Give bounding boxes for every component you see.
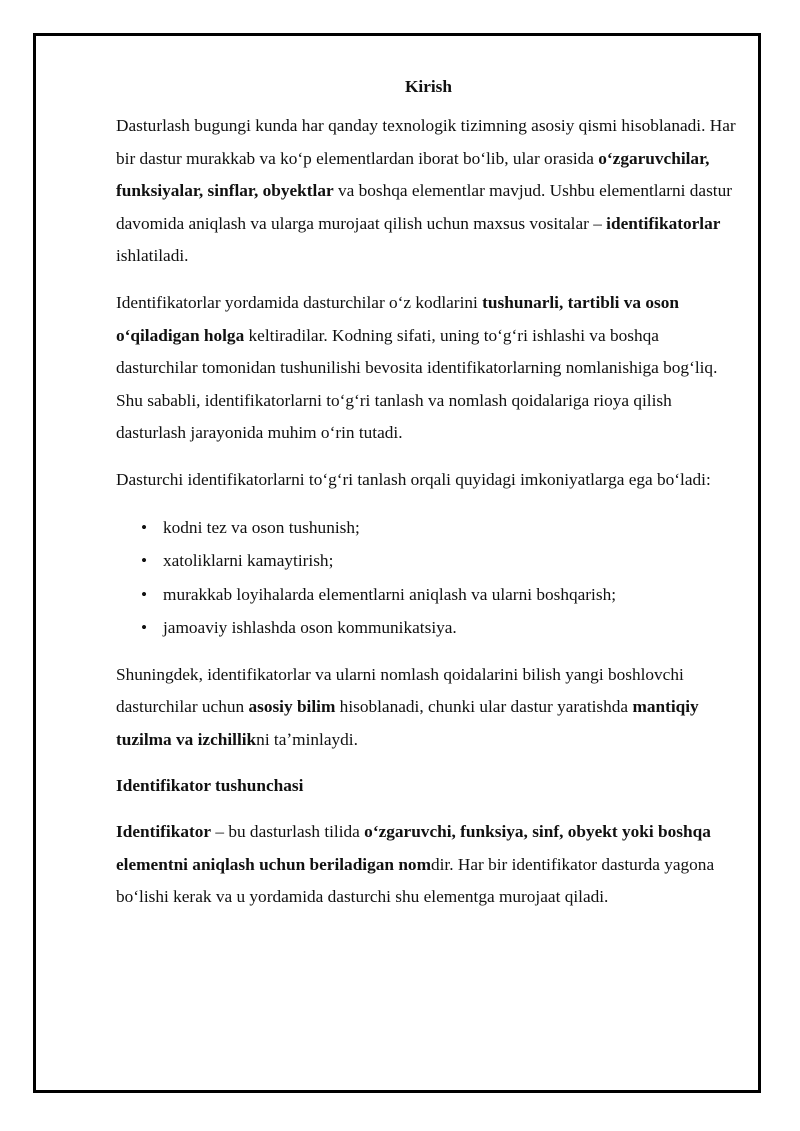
bullet-icon: • [141,517,148,537]
text-run: ni taʼminlaydi. [256,729,358,749]
benefits-list [116,511,741,645]
list-item [116,578,741,612]
text-run: hisoblanadi, chunki ular dastur yaratishda [335,697,633,717]
text-run: ishlatiladi. [116,246,189,266]
list-item [116,511,741,545]
paragraph-intro [116,110,741,273]
text-run: dir. Har bir identifikator dasturda yagona boʻlishi kerak va u yordamida dasturchi shu elementga murojaat qiladi. [116,854,715,907]
text-run: – bu dasturlash tilida [211,821,365,841]
bold-text: oʻzgaruvchi, funksiya, sinf, obyekt yoki boshqa elementni aniqlash uchun beriladigan nom [116,821,711,874]
paragraph-identifiers-purpose [116,287,741,450]
paragraph-identifier-definition [116,816,741,914]
list-item [116,544,741,578]
document-body [116,74,741,928]
paragraph-benefits-intro [116,464,741,497]
text-run: Shuningdek, identifikatorlar va ularni nomlash qoidalarini bilish yangi boshlovchi dasturchilar uchun [116,664,684,717]
text-run: Dasturlash bugungi kunda har qanday texnologik tizimning asosiy qismi hisoblanadi. Har bir dastur murakkab va koʻp elementlardan iborat boʻlib, ular orasida [116,116,736,168]
text-run: keltiradilar. Kodning sifati, uning toʻgʻri ishlashi va boshqa dasturchilar tomonidan tushunilishi bevosita identifikatorlarning nomlanishiga bogʻliq. Shu sababli, identifikatorlarni toʻgʻri tanlash va nomlash qoidalariga rioya qilish dasturlash jarayonida muhim oʻrin tutadi. [116,325,718,443]
bullet-icon: • [141,551,148,571]
bullet-icon: • [141,584,148,604]
list-item-text: jamoaviy ishlashda oson kommunikatsiya. [163,618,457,638]
document-title: Kirish [404,77,453,96]
bold-text: identifikatorlar [606,213,721,233]
paragraph-basic-knowledge [116,659,741,757]
text-run: Dasturchi identifikatorlarni toʻgʻri tanlash orqali quyidagi imkoniyatlarga ega boʻladi: [116,469,711,489]
section-heading: Identifikator tushunchasi [116,776,304,796]
text-run: Identifikatorlar yordamida dasturchilar oʻz kodlarini [116,292,483,312]
bold-text: tushunarli, tartibli va oson oʻqiladigan holga [116,292,679,345]
text-run: va boshqa elementlar mavjud. Ushbu elementlarni dastur davomida aniqlash va ularga murojaat qilish uchun maxsus vositalar – [116,181,732,233]
bullet-icon: • [141,618,148,638]
bold-text: mantiqiy tuzilma va izchillik [116,697,699,749]
list-item-text: xatoliklarni kamaytirish; [163,551,334,571]
bold-text: asosiy bilim [248,697,336,717]
list-item-text: kodni tez va oson tushunish; [163,517,360,537]
bold-text: oʻzgaruvchilar, funksiyalar, sinflar, obyektlar [116,148,710,201]
list-item-text: murakkab loyihalarda elementlarni aniqlash va ularni boshqarish; [163,584,617,604]
bold-text: Identifikator [116,821,212,841]
list-item [116,611,741,645]
